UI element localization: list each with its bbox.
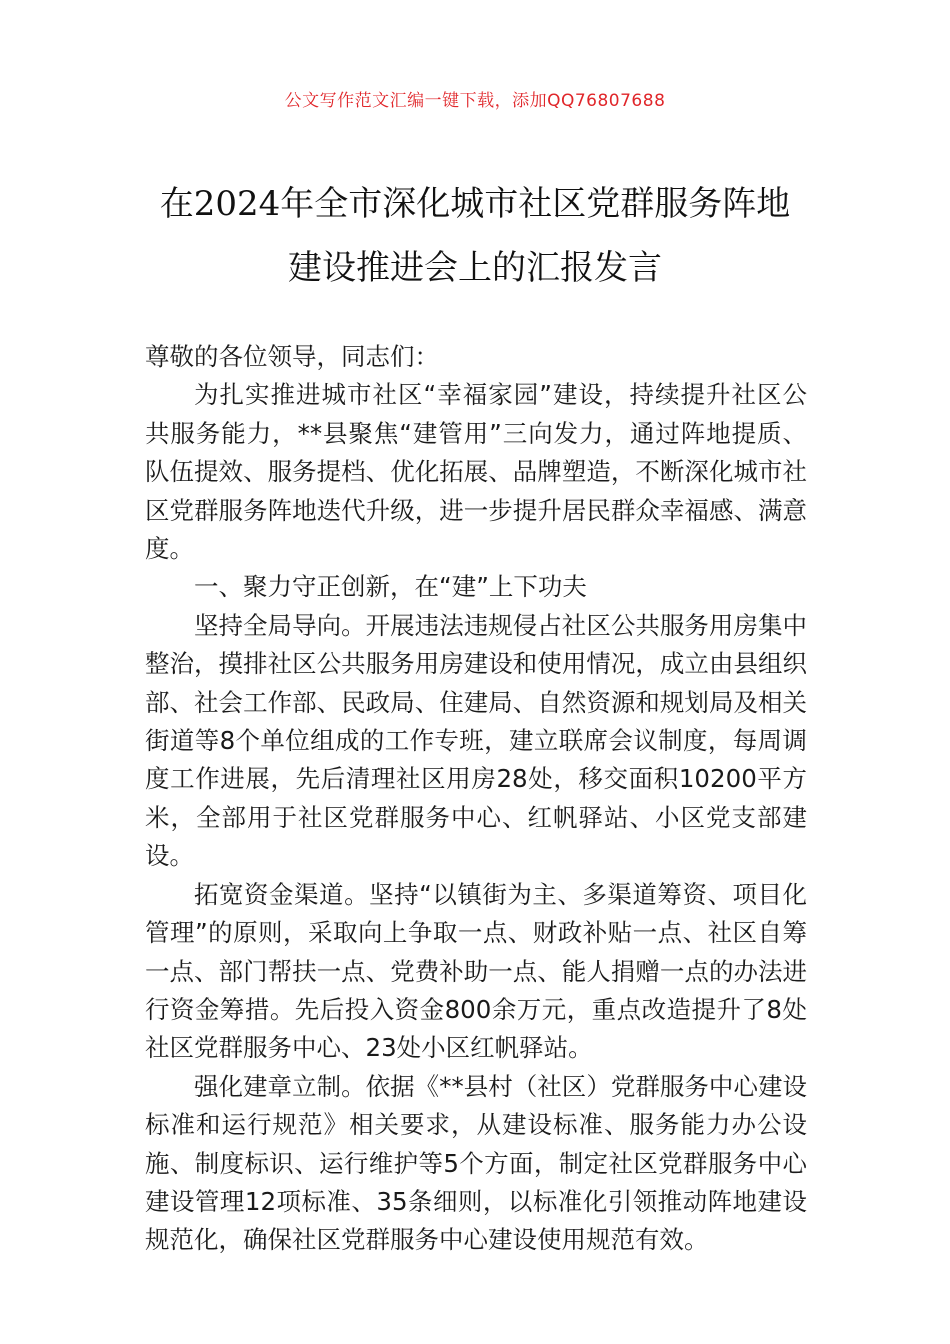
title-line-2: 建设推进会上的汇报发言: [288, 248, 662, 288]
body-paragraph: 坚持全局导向。开展违法违规侵占社区公共服务用房集中整治，摸排社区公共服务用房建设和使用情况，成立由县组织部、社会工作部、民政局、住建局、自然资源和规划局及相关街道等8个单位组成的工作专班，建立联席会议制度，每周调度工作进展，先后清理社区用房28处，移交面积10200平方米，全部用于社区党群服务中心、红帆驿站、小区党支部建设。: [145, 610, 807, 871]
section-heading: 一、聚力守正创新，在“建”上下功夫: [194, 572, 587, 602]
document-title: [100, 172, 850, 300]
body-paragraph: 拓宽资金渠道。坚持“以镇街为主、多渠道筹资、项目化管理”的原则，采取向上争取一点、财政补贴一点、社区自筹一点、部门帮扶一点、党费补助一点、能人捐赠一点的办法进行资金筹措。先后投入资金800余万元，重点改造提升了8处社区党群服务中心、23处小区红帆驿站。: [145, 879, 807, 1063]
title-line-1: 在2024年全市深化城市社区党群服务阵地: [159, 184, 791, 224]
download-banner: 公文写作范文汇编一键下载，添加QQ76807688: [284, 91, 666, 111]
body-paragraph: 强化建章立制。依据《**县村（社区）党群服务中心建设标准和运行规范》相关要求，从建设标准、服务能力办公设施、制度标识、运行维护等5个方面，制定社区党群服务中心建设管理12项标准、35条细则，以标准化引领推动阵地建设规范化，确保社区党群服务中心建设使用规范有效。: [145, 1071, 807, 1255]
salutation: 尊敬的各位领导，同志们：: [145, 342, 439, 371]
document-body: [145, 338, 807, 1260]
intro-paragraph: 为扎实推进城市社区“幸福家园”建设，持续提升社区公共服务能力，**县聚焦“建管用”三向发力，通过阵地提质、队伍提效、服务提档、优化拓展、品牌塑造，不断深化城市社区党群服务阵地迭代升级，进一步提升居民群众幸福感、满意度。: [145, 380, 807, 564]
